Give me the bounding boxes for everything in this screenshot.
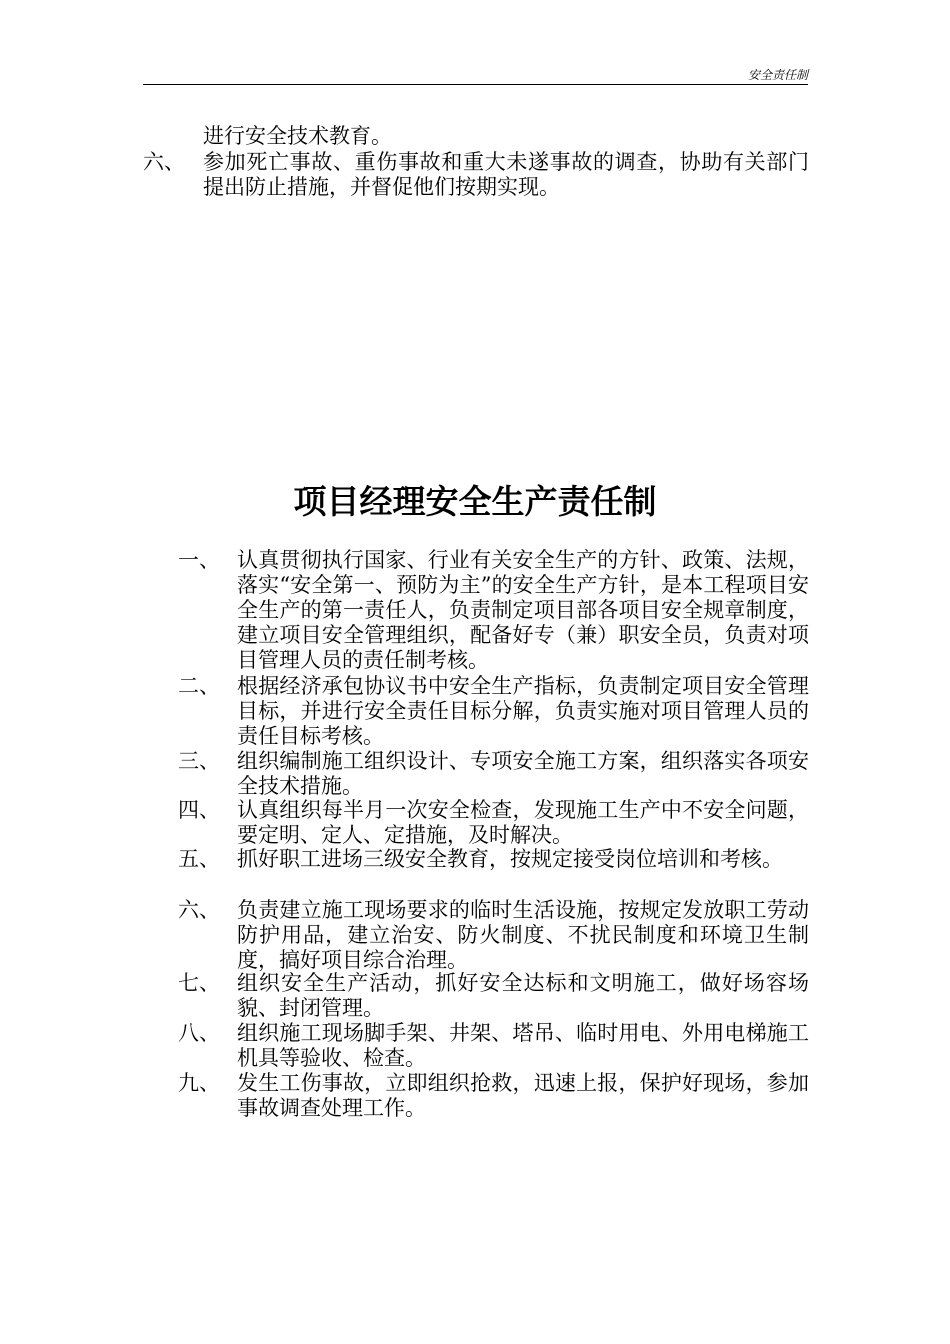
item-number: 四、 <box>178 798 220 822</box>
continuation-line <box>203 124 809 149</box>
list-item-7 <box>178 971 809 1021</box>
item-text: 参加死亡事故、重伤事故和重大未遂事故的调查，协助有关部门提出防止措施，并督促他们按期实现。 <box>203 150 809 199</box>
list-item-5 <box>178 847 809 872</box>
list-item-3 <box>178 749 809 799</box>
continuation-text: 进行安全技术教育。 <box>203 124 392 148</box>
item-number: 八、 <box>178 1021 220 1045</box>
item-number: 五、 <box>178 847 220 871</box>
section-title: 项目经理安全生产责任制 <box>293 482 657 521</box>
item-text: 负责建立施工现场要求的临时生活设施，按规定发放职工劳动防护用品，建立治安、防火制度、不扰民制度和环境卫生制度，搞好项目综合治理。 <box>237 898 809 972</box>
item-number: 九、 <box>178 1071 220 1095</box>
prev-list-item-6 <box>143 150 809 200</box>
list-item-9 <box>178 1071 809 1121</box>
item-text: 组织安全生产活动，抓好安全达标和文明施工，做好场容场貌、封闭管理。 <box>237 971 809 1020</box>
item-text: 组织施工现场脚手架、井架、塔吊、临时用电、外用电梯施工机具等验收、检查。 <box>237 1021 809 1070</box>
list-item-6 <box>178 898 809 973</box>
item-text: 认真组织每半月一次安全检查，发现施工生产中不安全问题，要定明、定人、定措施，及时解决。 <box>237 798 809 847</box>
item-number: 六、 <box>178 898 220 922</box>
item-text: 发生工伤事故，立即组织抢救，迅速上报，保护好现场，参加事故调查处理工作。 <box>237 1071 809 1120</box>
item-text: 抓好职工进场三级安全教育，按规定接受岗位培训和考核。 <box>237 847 783 871</box>
item-number: 二、 <box>178 674 220 698</box>
item-number: 三、 <box>178 749 220 773</box>
list-item-2 <box>178 674 809 749</box>
item-text: 组织编制施工组织设计、专项安全施工方案，组织落实各项安全技术措施。 <box>237 749 809 798</box>
item-number: 一、 <box>178 548 220 572</box>
header-title: 安全责任制 <box>747 68 808 82</box>
item-text: 根据经济承包协议书中安全生产指标，负责制定项目安全管理目标，并进行安全责任目标分解，负责实施对项目管理人员的责任目标考核。 <box>237 674 809 748</box>
list-item-1 <box>178 548 809 673</box>
item-number: 六、 <box>143 150 185 174</box>
list-item-8 <box>178 1021 809 1071</box>
item-text: 认真贯彻执行国家、行业有关安全生产的方针、政策、法规，落实“安全第一、预防为主”的安全生产方针，是本工程项目安全生产的第一责任人，负责制定项目部各项目安全规章制度，建立项目安全管理组织，配备好专（兼）职安全员，负责对项目管理人员的责任制考核。 <box>237 548 809 672</box>
list-item-4 <box>178 798 809 848</box>
item-number: 七、 <box>178 971 220 995</box>
page-header <box>143 64 808 85</box>
